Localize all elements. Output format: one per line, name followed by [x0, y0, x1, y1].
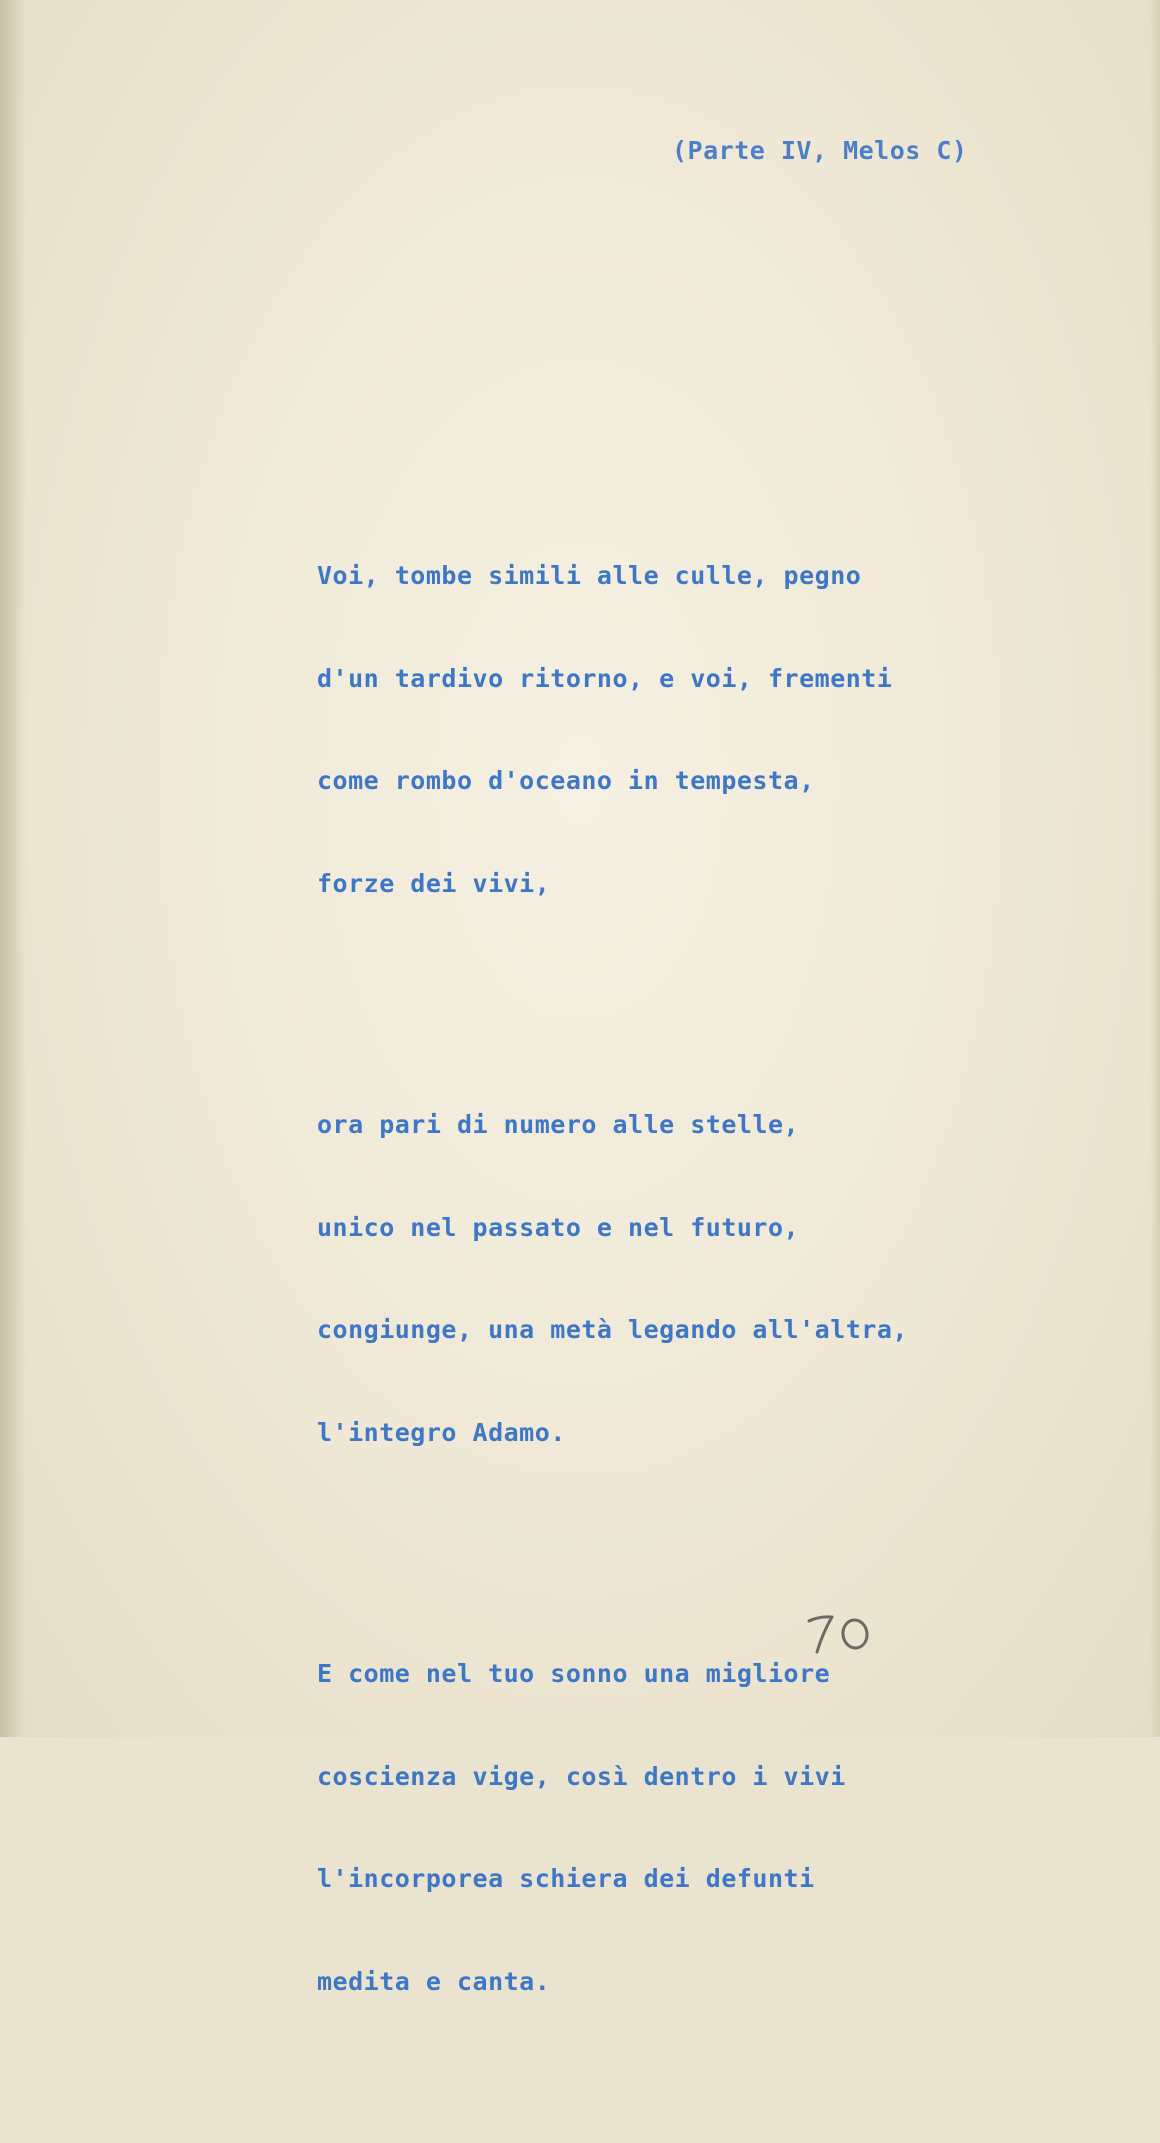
paper-left-edge	[0, 0, 26, 1737]
poem-line: congiunge, una metà legando all'altra,	[317, 1315, 908, 1344]
poem-line: ora pari di numero alle stelle,	[317, 1110, 800, 1139]
poem-line: Voi, tombe simili alle culle, pegno	[317, 561, 862, 590]
poem-line: unico nel passato e nel futuro,	[317, 1212, 800, 1242]
poem-line: l'incorporea schiera dei defunti	[317, 1864, 815, 1893]
page-number-drawing	[805, 1612, 877, 1656]
poem-line: l'integro Adamo.	[317, 1417, 566, 1447]
section-reference: (Parte IV, Melos C)	[672, 136, 968, 165]
poem-line: come rombo d'oceano in tempesta,	[317, 766, 815, 795]
poem-line: forze dei vivi,	[317, 868, 551, 898]
poem-line: d'un tardivo ritorno, e voi, frementi	[317, 663, 893, 693]
poem-line: coscienza vige, così dentro i vivi	[317, 1761, 846, 1791]
poem-body	[317, 438, 908, 2143]
stanza-3	[317, 1594, 908, 2062]
stanza-2	[317, 1045, 908, 1513]
poem-line: medita e canta.	[317, 1966, 551, 1996]
handwritten-page-number	[805, 1612, 877, 1656]
poem-line: E come nel tuo sonno una migliore	[317, 1659, 831, 1688]
stanza-1	[317, 496, 908, 964]
paper-right-edge	[1150, 0, 1160, 1737]
